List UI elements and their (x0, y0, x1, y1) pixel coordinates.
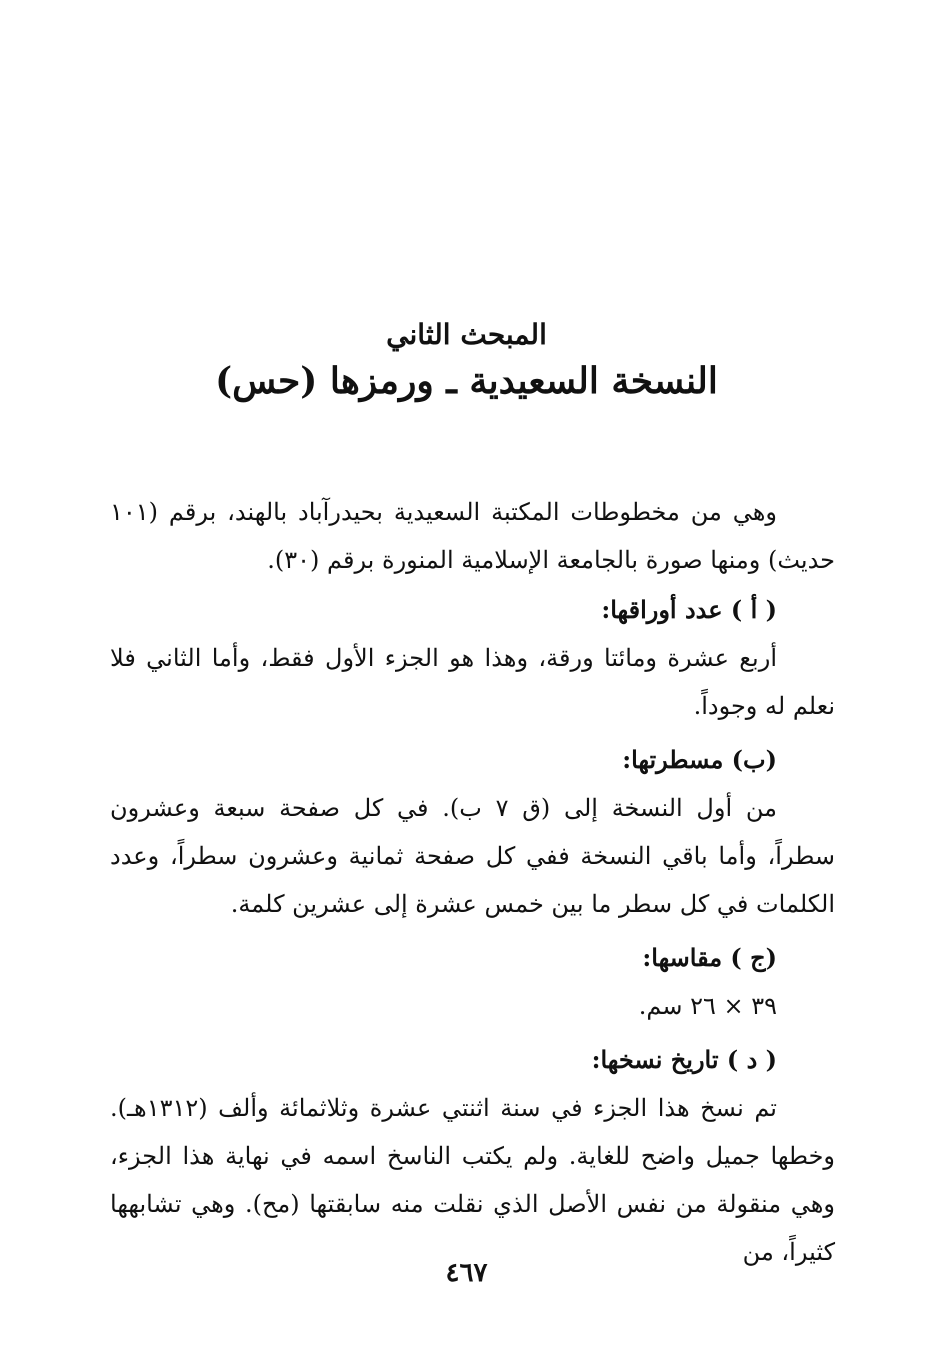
page-number: ٤٦٧ (445, 1258, 488, 1288)
paragraph-lines: من أول النسخة إلى (ق ٧ ب). في كل صفحة سبعة وعشرون سطراً، وأما باقي النسخة ففي كل صفحة ثمانية وعشرون سطراً، وعدد الكلمات في كل سطر ما بين خمس عشرة إلى عشرين كلمة. (110, 794, 835, 918)
paragraph-pages: أربع عشرة ومائتا ورقة، وهذا هو الجزء الأول فقط، وأما الثاني فلا نعلم له وجوداً. (110, 644, 835, 720)
subheading-date: ( د ) تاريخ نسخها: (591, 1045, 777, 1074)
subheading-lines: (ب) مسطرتها: (622, 745, 777, 774)
subheading-pages: ( أ ) عدد أوراقها: (601, 595, 777, 624)
body-text (110, 488, 835, 1276)
paragraph-dimensions: ٣٩ × ٢٦ سم. (638, 992, 777, 1020)
intro-paragraph: وهي من مخطوطات المكتبة السعيدية بحيدرآباد بالهند، برقم (١٠١ حديث) ومنها صورة بالجامعة الإسلامية المنورة برقم (٣٠). (110, 498, 835, 574)
section-label: المبحث الثاني (386, 318, 547, 351)
section-title: النسخة السعيدية ـ ورمزها (حس) (215, 360, 718, 402)
paragraph-date: تم نسخ هذا الجزء في سنة اثنتي عشرة وثلاثمائة وألف (١٣١٢هـ). وخطها جميل واضح للغاية. ولم يكتب الناسخ اسمه في نهاية هذا الجزء، وهي منقولة من نفس الأصل الذي نقلت منه سابقتها (مح). وهي تشابهها كثيراً، من (110, 1094, 835, 1266)
subheading-dimensions: (ج ) مقاسها: (642, 943, 777, 972)
